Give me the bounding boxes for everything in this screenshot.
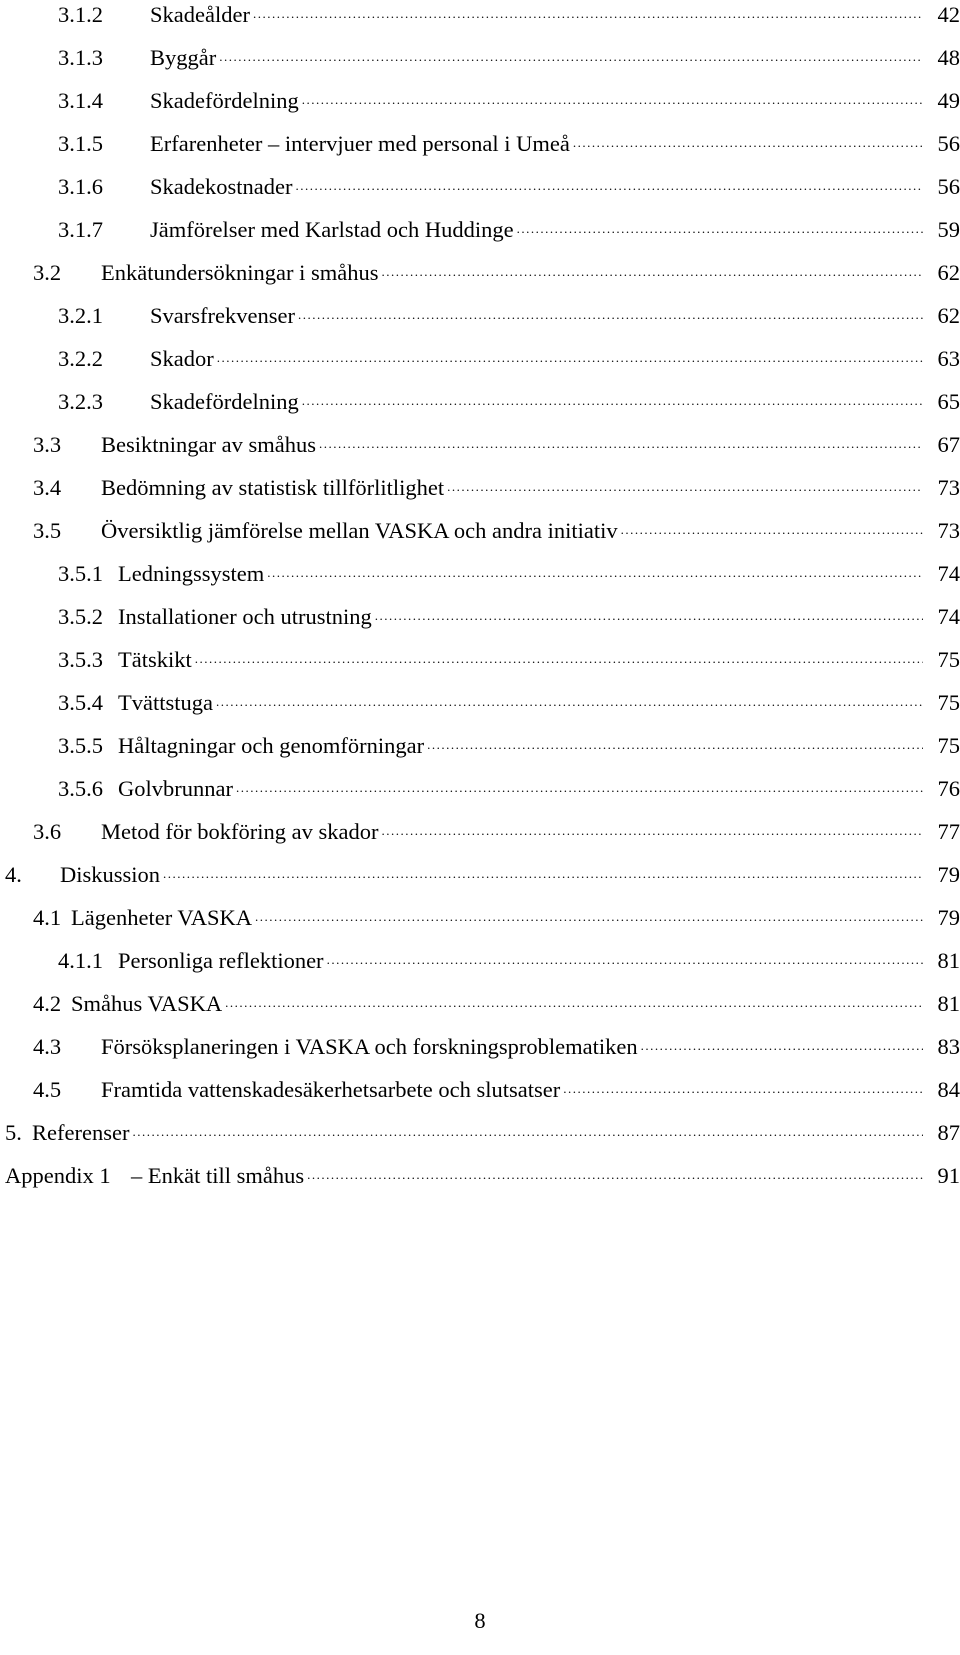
toc-dot-leader [302,87,923,113]
toc-entry-number: 3.1.2 [58,2,103,27]
toc-entry-title: Erfarenheter – intervjuer med personal i Umeå [150,131,570,156]
toc-dot-leader [255,904,923,930]
toc-entry-number: Appendix 1 [5,1163,111,1188]
toc-entry-title: Lägenheter VASKA [71,905,253,930]
toc-dot-leader [563,1076,923,1102]
toc-entry[interactable] [0,31,960,71]
toc-entry-number: 4.1 [33,905,62,930]
toc-entry[interactable] [0,74,960,114]
toc-dot-leader [381,818,923,844]
toc-entry-page: 74 [937,604,960,629]
toc-entry-number: 3.5 [33,518,62,543]
toc-entry-title: Försöksplaneringen i VASKA och forskningsproblematiken [101,1034,638,1059]
toc-entry-number: 4. [5,862,22,887]
toc-entry-number: 4.2 [33,991,62,1016]
toc-entry-title: Håltagningar och genomförningar [118,733,425,758]
toc-entry-title: Svarsfrekvenser [150,303,295,328]
toc-entry-number: 3.2.3 [58,389,103,414]
toc-entry-page: 42 [937,2,960,27]
toc-entry-number: 4.1.1 [58,948,103,973]
toc-entry[interactable] [0,719,960,759]
toc-entry-number: 3.5.6 [58,776,103,801]
toc-dot-leader [267,560,923,586]
toc-entry[interactable] [0,547,960,587]
toc-entry-page: 74 [937,561,960,586]
toc-entry-title: Diskussion [60,862,161,887]
toc-entry[interactable] [0,504,960,544]
toc-entry-title: Skadefördelning [150,88,299,113]
toc-entry-page: 79 [937,905,960,930]
toc-entry[interactable] [0,289,960,329]
toc-dot-leader [427,732,923,758]
toc-dot-leader [302,388,923,414]
toc-entry[interactable] [0,934,960,974]
toc-entry-number: 3.4 [33,475,62,500]
toc-entry-number: 3.1.4 [58,88,103,113]
toc-dot-leader [163,861,923,887]
toc-entry-number: 3.1.3 [58,45,103,70]
toc-entry-title: Ledningssystem [118,561,265,586]
toc-entry-page: 62 [937,260,960,285]
toc-entry-page: 81 [937,948,960,973]
toc-entry-title: Besiktningar av småhus [101,432,316,457]
toc-dot-leader [327,947,923,973]
toc-entry-page: 56 [937,131,960,156]
toc-entry-number: 3.2 [33,260,62,285]
toc-entry-page: 62 [937,303,960,328]
toc-dot-leader [217,345,923,371]
toc-entry[interactable] [0,418,960,458]
toc-entry-page: 49 [937,88,960,113]
toc-entry[interactable] [0,891,960,931]
toc-entry-number: 5. [5,1120,22,1145]
toc-entry-page: 73 [937,475,960,500]
toc-entry-title: Översiktlig jämförelse mellan VASKA och andra initiativ [101,518,618,543]
toc-entry-number: 4.3 [33,1034,62,1059]
toc-entry[interactable] [0,977,960,1017]
toc-entry-title: Bedömning av statistisk tillförlitlighet [101,475,445,500]
toc-entry-page: 84 [937,1077,960,1102]
toc-entry-title: Framtida vattenskadesäkerhetsarbete och slutsatser [101,1077,561,1102]
toc-entry-number: 3.1.7 [58,217,103,242]
toc-entry-title: Skadefördelning [150,389,299,414]
toc-entry-page: 91 [937,1163,960,1188]
toc-entry-number: 3.1.6 [58,174,103,199]
toc-entry[interactable] [0,461,960,501]
toc-entry-number: 3.6 [33,819,62,844]
toc-entry-page: 83 [937,1034,960,1059]
toc-entry-page: 56 [937,174,960,199]
toc-entry-title: Referenser [32,1120,130,1145]
toc-entry-number: 3.2.1 [58,303,103,328]
toc-entry-page: 75 [937,647,960,672]
toc-entry-page: 67 [937,432,960,457]
toc-entry-title: Skadeålder [150,2,250,27]
toc-entry-title: Småhus VASKA [71,991,223,1016]
toc-entry[interactable] [0,1149,960,1189]
toc-entry-page: 48 [937,45,960,70]
toc-dot-leader [375,603,923,629]
toc-entry-title: Installationer och utrustning [118,604,372,629]
toc-entry-page: 75 [937,733,960,758]
toc-entry-title: Skador [150,346,214,371]
toc-entry-page: 79 [937,862,960,887]
toc-entry-title: Tätskikt [118,647,192,672]
toc-dot-leader [621,517,923,543]
toc-entry[interactable] [0,762,960,802]
toc-entry-page: 63 [937,346,960,371]
toc-entry-number: 3.3 [33,432,62,457]
toc-entry-title: Jämförelser med Karlstad och Huddinge [150,217,514,242]
toc-entry-title: Metod för bokföring av skador [101,819,379,844]
toc-entry-page: 87 [937,1120,960,1145]
toc-entry[interactable] [0,1106,960,1146]
toc-entry[interactable] [0,805,960,845]
toc-entry-number: 4.5 [33,1077,62,1102]
toc-dot-leader [381,259,923,285]
page-number: 8 [474,1608,486,1633]
toc-entry-page: 75 [937,690,960,715]
toc-dot-leader [517,216,923,242]
toc-entry[interactable] [0,1063,960,1103]
toc-entry[interactable] [0,246,960,286]
toc-entry[interactable] [0,375,960,415]
toc-entry-number: 3.5.2 [58,604,103,629]
toc-entry[interactable] [0,203,960,243]
toc-entry[interactable] [0,1020,960,1060]
toc-entry-page: 81 [937,991,960,1016]
toc-dot-leader [236,775,923,801]
toc-dot-leader [219,44,923,70]
toc-dot-leader [319,431,923,457]
toc-entry-page: 73 [937,518,960,543]
toc-entry-number: 3.5.4 [58,690,103,715]
toc-entry-number: 3.5.1 [58,561,103,586]
toc-dot-leader [253,1,923,27]
toc-entry[interactable] [0,848,960,888]
toc-entry[interactable] [0,117,960,157]
toc-dot-leader [132,1119,923,1145]
toc-entry[interactable] [0,676,960,716]
toc-entry-title: – Enkät till småhus [131,1163,305,1188]
toc-dot-leader [573,130,923,156]
toc-entry-number: 3.2.2 [58,346,103,371]
toc-dot-leader [225,990,923,1016]
toc-dot-leader [216,689,923,715]
toc-entry[interactable] [0,590,960,630]
toc-entry-title: Personliga reflektioner [118,948,324,973]
toc-dot-leader [298,302,923,328]
toc-entry-number: 3.5.3 [58,647,103,672]
toc-entry-title: Enkätundersökningar i småhus [101,260,379,285]
toc-entry-title: Skadekostnader [150,174,293,199]
toc-entry[interactable] [0,332,960,372]
toc-entry-page: 65 [937,389,960,414]
toc-entry-title: Tvättstuga [118,690,213,715]
toc-dot-leader [307,1162,923,1188]
toc-entry-page: 76 [937,776,960,801]
toc-entry-number: 3.5.5 [58,733,103,758]
toc-entry-page: 59 [937,217,960,242]
toc-entry-page: 77 [937,819,960,844]
toc-dot-leader [195,646,923,672]
toc-entry[interactable] [0,633,960,673]
toc-entry[interactable] [0,160,960,200]
toc-dot-leader [447,474,923,500]
toc-entry-title: Golvbrunnar [118,776,233,801]
toc-entry[interactable] [0,0,960,28]
toc-dot-leader [295,173,923,199]
toc-dot-leader [641,1033,923,1059]
toc-entry-number: 3.1.5 [58,131,103,156]
toc-entry-title: Byggår [150,45,217,70]
